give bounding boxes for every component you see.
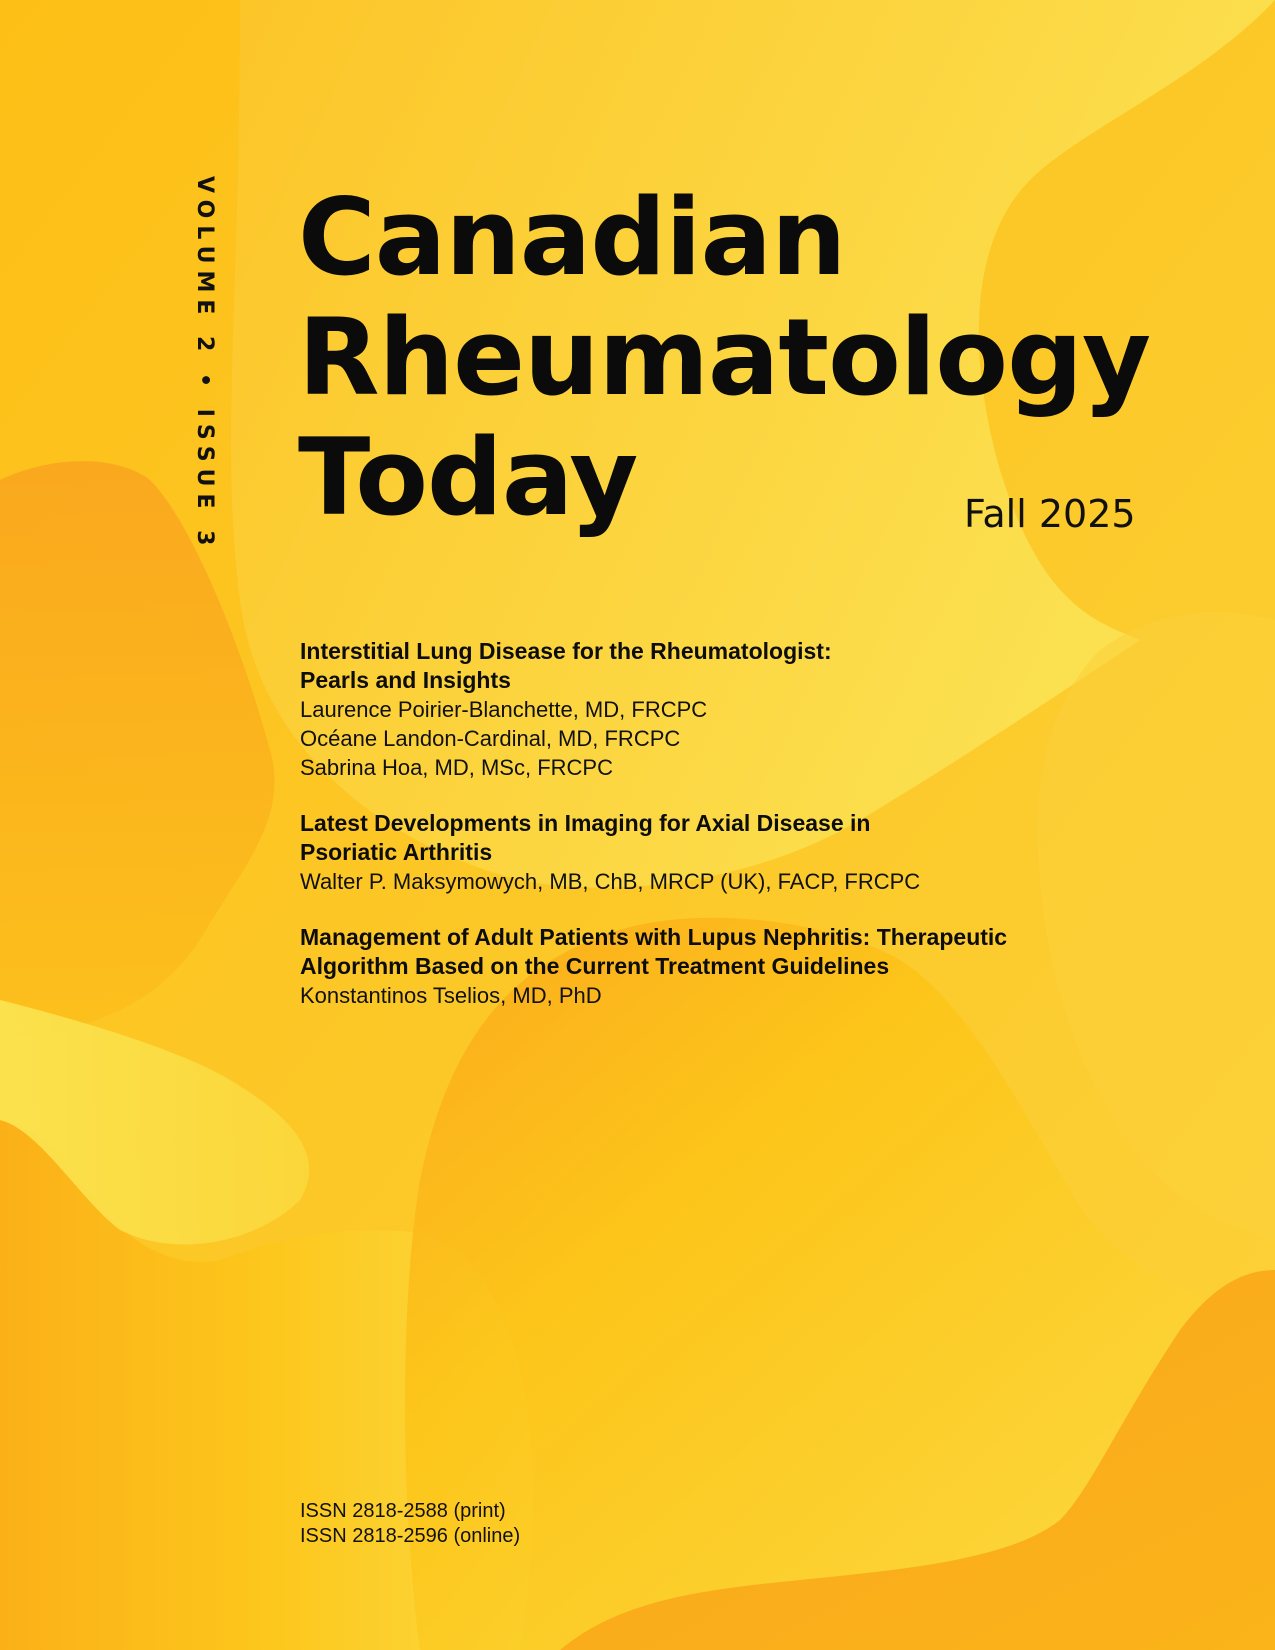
author: Laurence Poirier-Blanchette, MD, FRCPC bbox=[300, 697, 708, 722]
article-title-line: Psoriatic Arthritis bbox=[300, 839, 493, 865]
article-title bbox=[300, 637, 1200, 695]
article-item[interactable] bbox=[300, 923, 1200, 1010]
author: Sabrina Hoa, MD, MSc, FRCPC bbox=[300, 755, 613, 780]
article-item[interactable] bbox=[300, 809, 1200, 896]
author: Konstantinos Tselios, MD, PhD bbox=[300, 983, 602, 1008]
article-title-line: Management of Adult Patients with Lupus Nephritis: Therapeutic bbox=[300, 924, 1008, 950]
magazine-title bbox=[298, 178, 1150, 538]
article-authors bbox=[300, 695, 1200, 782]
issue-date: Fall 2025 bbox=[964, 492, 1136, 536]
article-title-line: Algorithm Based on the Current Treatment Guidelines bbox=[300, 953, 890, 979]
article-title-line: Interstitial Lung Disease for the Rheumatologist: bbox=[300, 638, 832, 664]
title-line: Today bbox=[298, 416, 638, 539]
article-title-line: Latest Developments in Imaging for Axial Disease in bbox=[300, 810, 871, 836]
title-line: Canadian bbox=[298, 176, 846, 299]
article-title bbox=[300, 809, 1200, 867]
author: Océane Landon-Cardinal, MD, FRCPC bbox=[300, 726, 681, 751]
article-list bbox=[300, 637, 1200, 1037]
article-title-line: Pearls and Insights bbox=[300, 667, 511, 693]
title-line: Rheumatology bbox=[298, 296, 1151, 419]
article-title bbox=[300, 923, 1200, 981]
issn-online: ISSN 2818-2596 (online) bbox=[300, 1525, 521, 1547]
issn-print: ISSN 2818-2588 (print) bbox=[300, 1500, 506, 1522]
article-authors bbox=[300, 981, 1200, 1010]
issn-block bbox=[300, 1499, 520, 1549]
article-authors bbox=[300, 867, 1200, 896]
article-item[interactable] bbox=[300, 637, 1200, 782]
author: Walter P. Maksymowych, MB, ChB, MRCP (UK), FACP, FRCPC bbox=[300, 869, 921, 894]
volume-issue-label: VOLUME 2 • ISSUE 3 bbox=[192, 176, 217, 553]
